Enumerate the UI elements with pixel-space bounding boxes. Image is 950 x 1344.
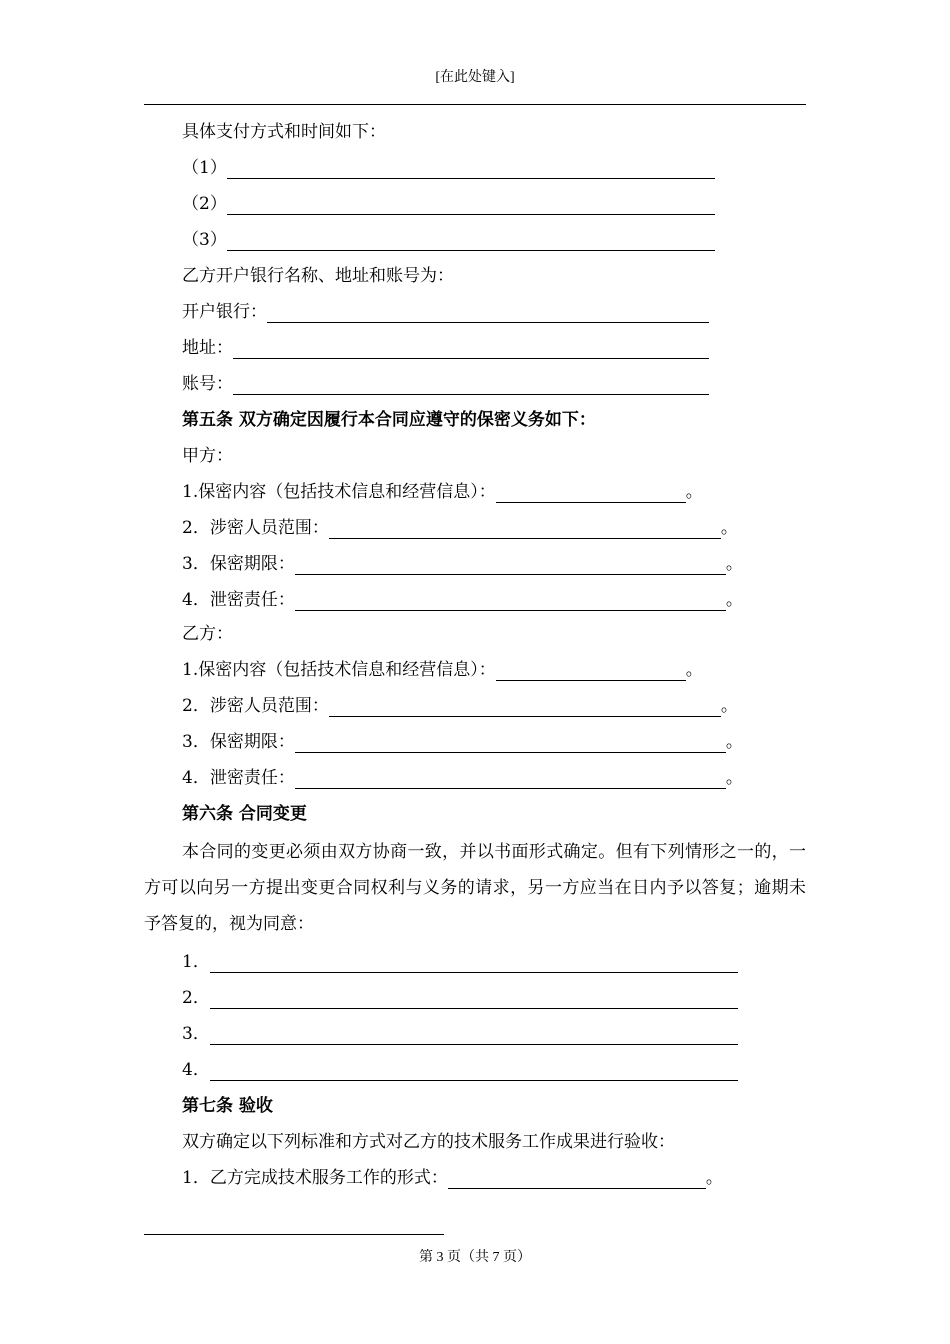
party-a-item-4 xyxy=(182,586,743,614)
party-b-item-3 xyxy=(182,728,743,756)
period: 。 xyxy=(725,554,743,574)
party-a-item-3 xyxy=(182,550,743,578)
payment-item-3-label: （3） xyxy=(182,230,227,250)
change-item-3-blank[interactable] xyxy=(210,1043,738,1045)
bank-name-label: 开户银行： xyxy=(182,302,267,322)
acceptance-item-1 xyxy=(182,1164,723,1192)
period: 。 xyxy=(705,1168,723,1188)
party-b-item-2-label: 2．涉密人员范围： xyxy=(182,696,329,716)
footer-rule xyxy=(144,1234,444,1235)
payment-intro: 具体支付方式和时间如下： xyxy=(182,122,386,142)
change-item-4-label: 4． xyxy=(182,1060,210,1080)
change-item-1-blank[interactable] xyxy=(210,971,738,973)
party-b-item-3-label: 3．保密期限： xyxy=(182,732,295,752)
party-a-item-2-blank[interactable] xyxy=(329,537,721,539)
bank-address-label: 地址： xyxy=(182,338,233,358)
party-b-item-4 xyxy=(182,764,743,792)
change-item-2 xyxy=(182,984,738,1012)
bank-account-blank[interactable] xyxy=(233,393,709,395)
page-footer: 第 3 页（共 7 页） xyxy=(419,1250,531,1265)
party-a-item-3-blank[interactable] xyxy=(295,573,726,575)
period: 。 xyxy=(725,590,743,610)
change-item-2-label: 2． xyxy=(182,988,210,1008)
change-item-4-blank[interactable] xyxy=(210,1079,738,1081)
party-b-item-2-blank[interactable] xyxy=(329,715,721,717)
payment-item-3 xyxy=(182,226,715,254)
bank-address-field xyxy=(182,334,709,362)
header-rule xyxy=(144,104,806,105)
party-a-item-3-label: 3．保密期限： xyxy=(182,554,295,574)
party-a-item-1-label: 1.保密内容（包括技术信息和经营信息）： xyxy=(182,482,496,502)
section6-title: 第六条 合同变更 xyxy=(182,804,307,824)
period: 。 xyxy=(720,518,738,538)
payment-item-3-blank[interactable] xyxy=(227,249,715,251)
payment-item-1-label: （1） xyxy=(182,158,227,178)
period: 。 xyxy=(725,732,743,752)
change-item-1 xyxy=(182,948,738,976)
bank-name-field xyxy=(182,298,709,326)
party-a-label: 甲方： xyxy=(182,446,233,466)
party-a-item-1-blank[interactable] xyxy=(496,501,686,503)
payment-item-1-blank[interactable] xyxy=(227,177,715,179)
party-a-item-2-label: 2．涉密人员范围： xyxy=(182,518,329,538)
party-b-item-4-label: 4．泄密责任： xyxy=(182,768,295,788)
party-a-item-1 xyxy=(182,478,703,506)
change-item-1-label: 1． xyxy=(182,952,210,972)
party-b-item-3-blank[interactable] xyxy=(295,751,726,753)
page-header: [在此处键入] xyxy=(435,70,515,85)
acceptance-item-1-blank[interactable] xyxy=(448,1187,706,1189)
party-b-item-1-label: 1.保密内容（包括技术信息和经营信息）： xyxy=(182,660,496,680)
party-b-item-1 xyxy=(182,656,703,684)
change-item-3 xyxy=(182,1020,738,1048)
section7-title: 第七条 验收 xyxy=(182,1096,273,1116)
section5-title: 第五条 双方确定因履行本合同应遵守的保密义务如下： xyxy=(182,410,596,430)
payment-item-2-label: （2） xyxy=(182,194,227,214)
section7-intro: 双方确定以下列标准和方式对乙方的技术服务工作成果进行验收： xyxy=(182,1132,675,1152)
section6-paragraph: 本合同的变更必须由双方协商一致，并以书面形式确定。但有下列情形之一的，一方可以向另一方提出变更合同权利与义务的请求，另一方应当在日内予以答复；逾期未予答复的，视为同意： xyxy=(144,842,806,934)
party-b-label: 乙方： xyxy=(182,624,233,644)
change-item-4 xyxy=(182,1056,738,1084)
bank-intro: 乙方开户银行名称、地址和账号为： xyxy=(182,266,454,286)
party-a-item-4-label: 4．泄密责任： xyxy=(182,590,295,610)
acceptance-item-1-label: 1．乙方完成技术服务工作的形式： xyxy=(182,1168,448,1188)
bank-name-blank[interactable] xyxy=(267,321,709,323)
party-b-item-2 xyxy=(182,692,738,720)
party-b-item-4-blank[interactable] xyxy=(295,787,726,789)
payment-item-2-blank[interactable] xyxy=(227,213,715,215)
bank-account-field xyxy=(182,370,709,398)
payment-item-1 xyxy=(182,154,715,182)
party-a-item-2 xyxy=(182,514,738,542)
party-a-item-4-blank[interactable] xyxy=(295,609,726,611)
period: 。 xyxy=(685,660,703,680)
period: 。 xyxy=(720,696,738,716)
period: 。 xyxy=(725,768,743,788)
party-b-item-1-blank[interactable] xyxy=(496,679,686,681)
change-item-2-blank[interactable] xyxy=(210,1007,738,1009)
period: 。 xyxy=(685,482,703,502)
change-item-3-label: 3． xyxy=(182,1024,210,1044)
bank-address-blank[interactable] xyxy=(233,357,709,359)
bank-account-label: 账号： xyxy=(182,374,233,394)
payment-item-2 xyxy=(182,190,715,218)
